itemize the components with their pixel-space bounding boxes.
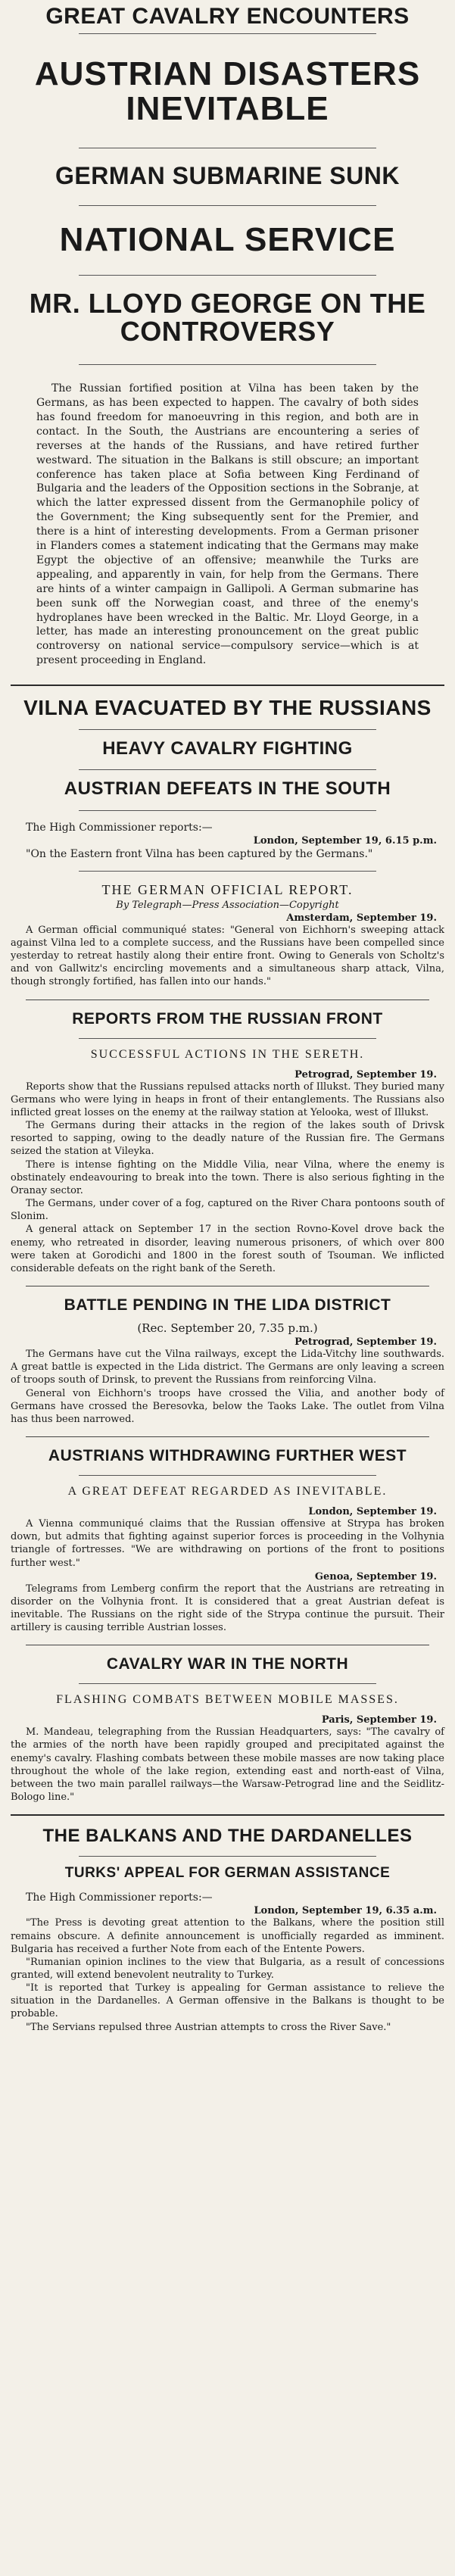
divider	[79, 810, 376, 811]
divider-heavy	[11, 1814, 444, 1816]
austrians-dateline-london: London, September 19.	[308, 1506, 437, 1518]
official-text: A German official communiqué states: "General von Eichhorn's sweeping attack against Vilna led to a complete success, and the Russians have been compelled since yesterday to retreat hastily along their entire front. Owing to Generals von Scholtz's and von Gallwitz's encircling movements and a simultaneous sharp attack, Vilna, though strongly fortified, has fallen into our hands."	[11, 924, 444, 988]
vilna-quote: "On the Eastern front Vilna has been captured by the Germans."	[26, 847, 373, 860]
cavalry-subtitle: FLASHING COMBATS BETWEEN MOBILE MASSES.	[56, 1693, 399, 1707]
divider	[79, 1856, 376, 1857]
balkans-dateline: London, September 19, 6.35 a.m.	[254, 1905, 437, 1917]
russian-front-subtitle: SUCCESSFUL ACTIONS IN THE SERETH.	[90, 1047, 365, 1061]
lida-received: (Rec. September 20, 7.35 p.m.)	[137, 1321, 318, 1336]
cavalry-p1: M. Mandeau, telegraphing from the Russian Headquarters, says: "The cavalry of the armies of the north have been rapidly grouped and precipitated against the enemy's cavalry. Flashing combats between these mobile masses are now taking place throughout the whole of the lake region, extending east and north-east of Vilna, between the two main parallel railways—the Warsaw-Petrograd line and the Seidlitz-Bologo line."	[11, 1726, 444, 1804]
divider	[79, 729, 376, 730]
divider	[79, 33, 376, 34]
russian-front-p4: The Germans, under cover of a fog, captured on the River Chara pontoons south of Slonim.	[11, 1198, 444, 1223]
headline-lloyd-george: MR. LLOYD GEORGE ON THE CONTROVERSY	[29, 287, 426, 348]
headline-austrian-disasters: AUSTRIAN DISASTERS INEVITABLE	[34, 55, 421, 127]
cavalry-dateline: Paris, September 19.	[321, 1714, 437, 1726]
headline-national-service: NATIONAL SERVICE	[59, 221, 396, 259]
russian-front-p1: Reports show that the Russians repulsed attacks north of Illukst. They buried many Germans who were lying in heaps in front of their entanglements. The Russians also inflicted great losses on the enemy at the railway station at Yelooka, west of Illukst.	[11, 1081, 444, 1118]
official-byline: By Telegraph—Press Association—Copyright	[116, 899, 339, 911]
divider	[79, 205, 376, 206]
divider	[79, 1038, 376, 1039]
vilna-title: VILNA EVACUATED BY THE RUSSIANS	[23, 696, 432, 720]
vilna-subtitle-cavalry: HEAVY CAVALRY FIGHTING	[102, 738, 353, 759]
austrians-dateline-genoa: Genoa, September 19.	[314, 1570, 437, 1583]
divider	[79, 769, 376, 770]
vilna-subtitle-austrian: AUSTRIAN DEFEATS IN THE SOUTH	[64, 778, 391, 799]
balkans-hc-reports: The High Commissioner reports:—	[26, 1891, 213, 1904]
balkans-p3: "It is reported that Turkey is appealing for German assistance to relieve the situation in the Dardanelles. A German offensive in the Balkans is thought to be probable.	[11, 1982, 444, 2020]
headline-submarine-sunk: GERMAN SUBMARINE SUNK	[55, 161, 400, 189]
lida-p1: The Germans have cut the Vilna railways, except the Lida-Vitchy line southwards. A great battle is expected in the Lida district. The Germans are only leaving a screen of troops south of Drinsk, to prevent the Russians from reinforcing Vilna.	[11, 1349, 444, 1386]
divider	[79, 364, 376, 365]
balkans-p1: "The Press is devoting great attention to the Balkans, where the position still remains obscure. A definite announcement is unofficially regarded as imminent. Bulgaria has received a further Note from each of the Entente Powers.	[11, 1917, 444, 1955]
russian-front-dateline: Petrograd, September 19.	[295, 1068, 437, 1081]
divider-heavy	[11, 685, 444, 686]
lida-p2: General von Eichhorn's troops have crossed the Vilia, and another body of Germans have crossed the Beresovka, below the Taoks Lake. The outlet from Vilna has thus been narrowed.	[11, 1387, 444, 1425]
balkans-title: THE BALKANS AND THE DARDANELLES	[42, 1826, 413, 1847]
balkans-p2: "Rumanian opinion inclines to the view that Bulgaria, as a result of concessions granted, will extend benevolent neutrality to Turkey.	[11, 1956, 444, 1982]
russian-front-p2: The Germans during their attacks in the region of the lakes south of Drivsk resorted to sapping, owing to the deadly nature of the Russian fire. The Germans seized the station at Vileyka.	[11, 1120, 444, 1158]
official-dateline: Amsterdam, September 19.	[286, 912, 437, 924]
official-title: THE GERMAN OFFICIAL REPORT.	[101, 881, 354, 897]
austrians-p2: Telegrams from Lemberg confirm the report that the Austrians are retreating in disorder on the Volhynia front. It is considered that a great Austrian defeat is inevitable. The Russians on the right side of the Strypa continue the pursuit. Their artillery is causing terrible Austrian losses.	[11, 1583, 444, 1634]
divider	[79, 1475, 376, 1476]
austrians-subtitle: A GREAT DEFEAT REGARDED AS INEVITABLE.	[67, 1485, 388, 1499]
divider	[79, 1683, 376, 1684]
summary-paragraph: The Russian fortified position at Vilna has been taken by the Germans, as has been expected to happen. The cavalry of both sides has found freedom for manoeuvring in this region, and both are in contact. In the South, the Austrians are encountering a series of reverses at the hands of the Russians, and have retired further westward. The situation in the Balkans is still obscure; an important conference has taken place at Sofia between King Ferdinand of Bulgaria and the leaders of the Opposition sections in the Sobranje, at which the latter expressed dissent from the Germanophile policy of the Government; the King subsequently sent for the Premier, and there is a hint of interesting developments. From a German prisoner in Flanders comes a statement indicating that the Germans may make Egypt the objective of an offensive; meanwhile the Turks are appealing, and apparently in vain, for help from the Germans. There are hints of a winter campaign in Gallipoli. A German submarine has been sunk off the Norwegian coast, and three of the enemy's hydroplanes have been wrecked in the Baltic. Mr. Lloyd George, in a letter, has made an interesting pronouncement on the great public controversy on national service—compulsory service—which is at present proceeding in England.	[36, 382, 419, 667]
lida-dateline: Petrograd, September 19.	[295, 1336, 437, 1349]
headline-great-cavalry: GREAT CAVALRY ENCOUNTERS	[45, 4, 410, 29]
russian-front-title: REPORTS FROM THE RUSSIAN FRONT	[72, 1009, 383, 1028]
austrians-p1: A Vienna communiqué claims that the Russian offensive at Strypa has broken down, but admits that fighting against superior forces is proceeding in the Volhynia triangle of fortresses. "We are withdrawing on portions of the front to positions further west."	[11, 1518, 444, 1569]
vilna-dateline: London, September 19, 6.15 p.m.	[253, 834, 437, 847]
balkans-subtitle: TURKS' APPEAL FOR GERMAN ASSISTANCE	[64, 1865, 391, 1882]
austrians-title: AUSTRIANS WITHDRAWING FURTHER WEST	[48, 1446, 407, 1464]
vilna-hc-reports: The High Commissioner reports:—	[26, 821, 213, 834]
balkans-p4: "The Servians repulsed three Austrian attempts to cross the River Save."	[26, 2021, 391, 2033]
russian-front-p3: There is intense fighting on the Middle Vilia, near Vilna, where the enemy is obstinately endeavouring to break into the town. There is also serious fighting in the Oranay sector.	[11, 1159, 444, 1196]
divider	[26, 1436, 429, 1437]
cavalry-title: CAVALRY WAR IN THE NORTH	[106, 1655, 349, 1673]
divider	[79, 275, 376, 276]
lida-title: BATTLE PENDING IN THE LIDA DISTRICT	[64, 1296, 391, 1314]
divider	[79, 871, 376, 872]
russian-front-p5: A general attack on September 17 in the section Rovno-Kovel drove back the enemy, who retreated in disorder, leaving numerous prisoners, of which over 800 were taken at Gorodichi and 1800 in the forest south of Tsouman. We inflicted considerable defeats on the right bank of the Sereth.	[11, 1224, 444, 1274]
